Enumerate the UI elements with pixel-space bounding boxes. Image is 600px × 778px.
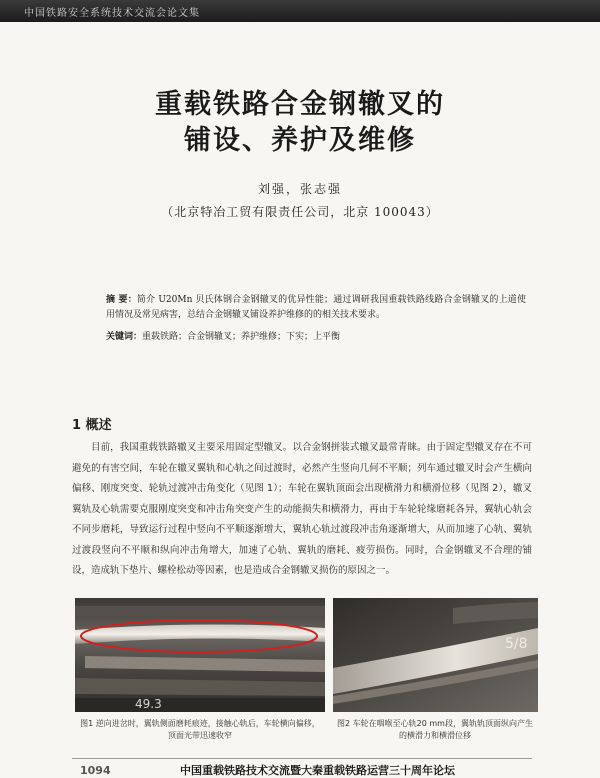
running-header-band (0, 0, 600, 22)
section-heading: 1 概述 (72, 418, 112, 433)
affiliation: （北京特冶工贸有限责任公司，北京 100043） (161, 205, 439, 219)
footer-rule (72, 758, 532, 759)
figure-2-annotation: 5/8 (505, 636, 528, 652)
running-header-text: 中国铁路安全系统技术交流会论文集 (24, 8, 200, 19)
paper-title-line-2: 铺设、养护及维修 (184, 125, 416, 156)
keywords-label: 关键词： (106, 332, 143, 342)
abstract-text: 简介 U20Mn 贝氏体钢合金钢辙叉的优异性能；通过调研我国重载铁路线路合金钢辙叉的上道使用情况及常见病害，总结合金钢辙叉铺设养护维修的的相关技术要求。 (106, 295, 526, 320)
figure-1-photo (75, 598, 325, 712)
abstract-label: 摘 要： (106, 295, 137, 305)
page-number: 1094 (80, 764, 111, 777)
section-paragraph: 目前，我国重载铁路辙叉主要采用固定型辙叉。以合金钢拼装式辙叉最常青睐。由于固定型辙叉存在不可避免的有害空间，车轮在辙叉翼轨和心轨之间过渡时，必然产生竖向几何不平顺；列车通过辙叉时会产生横向偏移、刚度突变、轮轨过渡冲击角变化（见图 1）；车轮在翼轨顶面会出现横滑力和横滑位移（见图 2），辙叉翼轨及心轨需要克服刚度突变和冲击角突变产生的动能损失和横滑力，再由于车轮轮缘磨耗各异，翼轨心轨会不同步磨耗，导致运行过程中竖向不平顺逐渐增大，翼轨心轨过渡段冲击角逐渐增大，从而加速了心轨、翼轨过渡段竖向不平顺和纵向冲击角增大，加速了心轨、翼轨的磨耗、疲劳损伤。同时，合金钢辙叉不合理的铺设，造成轨下垫片、螺栓松动等因素，也是造成合金钢辙叉损伤的原因之一。 (72, 442, 532, 576)
figure-1-caption: 图1 逆向进岔时，翼轨侧面磨耗痕迹，接触心轨后，车轮横向偏移，顶面光带迅速收窄 (80, 719, 320, 740)
authors: 刘强，张志强 (257, 182, 342, 196)
figure-2-photo (333, 598, 538, 712)
keywords-text: 重载铁路；合金钢辙叉；养护维修；下实；上平衡 (142, 332, 341, 342)
abstract (106, 293, 526, 323)
figure-2-caption: 图2 车轮在咽喉至心轨20 mm段，翼轨轨顶面纵向产生的横滑力和横滑位移 (337, 719, 533, 740)
keywords (106, 330, 526, 344)
figure-1-annotation: 49.3 (135, 697, 162, 711)
footer-conference: 中国重载铁路技术交流暨大秦重载铁路运营三十周年论坛 (180, 764, 455, 777)
paper-title-line-1: 重载铁路合金钢辙叉的 (155, 89, 445, 120)
